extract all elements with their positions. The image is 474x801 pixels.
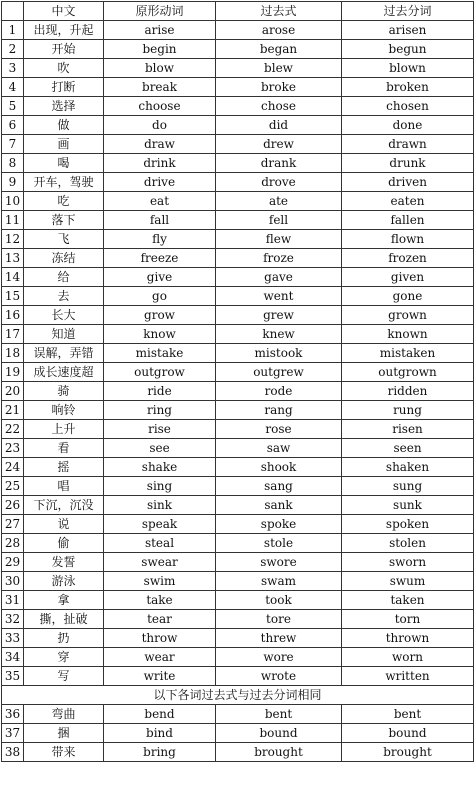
cell-number: 11 (2, 211, 24, 230)
cell-past-participle: written (342, 667, 474, 686)
cell-chinese: 摇 (24, 458, 104, 477)
cell-past-tense: outgrew (216, 363, 342, 382)
cell-base-form: ride (104, 382, 216, 401)
cell-past-participle: sworn (342, 553, 474, 572)
cell-number: 28 (2, 534, 24, 553)
cell-base-form: sing (104, 477, 216, 496)
cell-chinese: 给 (24, 268, 104, 287)
table-row (2, 572, 474, 591)
cell-past-tense: froze (216, 249, 342, 268)
cell-past-tense: drove (216, 173, 342, 192)
cell-past-tense: bound (216, 724, 342, 743)
verb-table-sheet (1, 1, 473, 762)
cell-number: 17 (2, 325, 24, 344)
cell-chinese: 偷 (24, 534, 104, 553)
table-row (2, 705, 474, 724)
cell-chinese: 游泳 (24, 572, 104, 591)
cell-chinese: 捆 (24, 724, 104, 743)
table-row (2, 173, 474, 192)
cell-chinese: 知道 (24, 325, 104, 344)
cell-past-participle: risen (342, 420, 474, 439)
cell-past-tense: rang (216, 401, 342, 420)
cell-chinese: 扔 (24, 629, 104, 648)
cell-past-tense: rose (216, 420, 342, 439)
table-body-main (2, 21, 474, 686)
table-row (2, 420, 474, 439)
cell-base-form: blow (104, 59, 216, 78)
cell-chinese: 冻结 (24, 249, 104, 268)
table-row (2, 154, 474, 173)
cell-past-tense: saw (216, 439, 342, 458)
cell-base-form: fall (104, 211, 216, 230)
cell-past-participle: stolen (342, 534, 474, 553)
header-chinese: 中文 (24, 2, 104, 21)
cell-past-tense: grew (216, 306, 342, 325)
cell-chinese: 吹 (24, 59, 104, 78)
cell-chinese: 成长速度超 (24, 363, 104, 382)
cell-chinese: 骑 (24, 382, 104, 401)
cell-chinese: 出现，升起 (24, 21, 104, 40)
table-row (2, 496, 474, 515)
cell-number: 6 (2, 116, 24, 135)
cell-past-participle: grown (342, 306, 474, 325)
cell-chinese: 开始 (24, 40, 104, 59)
cell-past-tense: took (216, 591, 342, 610)
table-row (2, 382, 474, 401)
cell-number: 4 (2, 78, 24, 97)
cell-past-participle: blown (342, 59, 474, 78)
irregular-verb-table (1, 1, 474, 762)
table-row (2, 363, 474, 382)
cell-past-tense: went (216, 287, 342, 306)
cell-base-form: drive (104, 173, 216, 192)
cell-past-participle: seen (342, 439, 474, 458)
cell-past-tense: threw (216, 629, 342, 648)
header-row (2, 2, 474, 21)
cell-base-form: go (104, 287, 216, 306)
header-base-form: 原形动词 (104, 2, 216, 21)
cell-base-form: bind (104, 724, 216, 743)
cell-base-form: tear (104, 610, 216, 629)
table-row (2, 97, 474, 116)
cell-base-form: rise (104, 420, 216, 439)
cell-chinese: 打断 (24, 78, 104, 97)
table-row (2, 458, 474, 477)
cell-number: 1 (2, 21, 24, 40)
cell-number: 37 (2, 724, 24, 743)
cell-past-participle: done (342, 116, 474, 135)
table-row (2, 401, 474, 420)
cell-number: 7 (2, 135, 24, 154)
cell-number: 18 (2, 344, 24, 363)
table-row (2, 325, 474, 344)
cell-number: 22 (2, 420, 24, 439)
header-past-participle: 过去分词 (342, 2, 474, 21)
cell-number: 16 (2, 306, 24, 325)
table-row (2, 78, 474, 97)
cell-past-participle: ridden (342, 382, 474, 401)
cell-chinese: 误解，弄错 (24, 344, 104, 363)
cell-past-participle: thrown (342, 629, 474, 648)
table-row (2, 268, 474, 287)
table-row (2, 116, 474, 135)
cell-number: 35 (2, 667, 24, 686)
cell-chinese: 穿 (24, 648, 104, 667)
cell-chinese: 响铃 (24, 401, 104, 420)
cell-past-tense: blew (216, 59, 342, 78)
cell-base-form: fly (104, 230, 216, 249)
header-number (2, 2, 24, 21)
table-row (2, 135, 474, 154)
cell-chinese: 选择 (24, 97, 104, 116)
cell-past-participle: arisen (342, 21, 474, 40)
cell-base-form: eat (104, 192, 216, 211)
cell-past-participle: known (342, 325, 474, 344)
table-row (2, 59, 474, 78)
cell-number: 14 (2, 268, 24, 287)
cell-number: 32 (2, 610, 24, 629)
cell-past-tense: swore (216, 553, 342, 572)
cell-past-tense: sank (216, 496, 342, 515)
cell-past-participle: bent (342, 705, 474, 724)
cell-past-participle: sunk (342, 496, 474, 515)
cell-past-participle: brought (342, 743, 474, 762)
cell-base-form: see (104, 439, 216, 458)
cell-base-form: give (104, 268, 216, 287)
cell-past-participle: drunk (342, 154, 474, 173)
cell-base-form: mistake (104, 344, 216, 363)
cell-past-tense: fell (216, 211, 342, 230)
table-row (2, 211, 474, 230)
cell-base-form: write (104, 667, 216, 686)
cell-base-form: freeze (104, 249, 216, 268)
cell-past-tense: drew (216, 135, 342, 154)
section-note: 以下各词过去式与过去分词相同 (2, 686, 474, 705)
table-row (2, 249, 474, 268)
cell-past-participle: broken (342, 78, 474, 97)
cell-past-participle: spoken (342, 515, 474, 534)
cell-past-tense: ate (216, 192, 342, 211)
cell-chinese: 去 (24, 287, 104, 306)
cell-base-form: sink (104, 496, 216, 515)
cell-base-form: choose (104, 97, 216, 116)
cell-past-tense: mistook (216, 344, 342, 363)
cell-chinese: 撕，扯破 (24, 610, 104, 629)
cell-past-participle: bound (342, 724, 474, 743)
cell-past-tense: spoke (216, 515, 342, 534)
cell-number: 36 (2, 705, 24, 724)
cell-base-form: draw (104, 135, 216, 154)
cell-past-tense: knew (216, 325, 342, 344)
cell-chinese: 画 (24, 135, 104, 154)
cell-past-participle: sung (342, 477, 474, 496)
table-row (2, 591, 474, 610)
cell-chinese: 说 (24, 515, 104, 534)
cell-past-participle: gone (342, 287, 474, 306)
cell-base-form: do (104, 116, 216, 135)
cell-base-form: arise (104, 21, 216, 40)
cell-number: 5 (2, 97, 24, 116)
table-row (2, 610, 474, 629)
cell-chinese: 看 (24, 439, 104, 458)
table-row (2, 344, 474, 363)
cell-past-participle: torn (342, 610, 474, 629)
table-row (2, 230, 474, 249)
table-row (2, 306, 474, 325)
table-row (2, 477, 474, 496)
cell-number: 15 (2, 287, 24, 306)
cell-base-form: drink (104, 154, 216, 173)
cell-number: 21 (2, 401, 24, 420)
cell-base-form: begin (104, 40, 216, 59)
cell-past-tense: arose (216, 21, 342, 40)
table-row (2, 724, 474, 743)
cell-past-participle: drawn (342, 135, 474, 154)
cell-past-participle: flown (342, 230, 474, 249)
cell-chinese: 开车，驾驶 (24, 173, 104, 192)
table-row (2, 648, 474, 667)
cell-past-participle: outgrown (342, 363, 474, 382)
cell-number: 20 (2, 382, 24, 401)
cell-number: 3 (2, 59, 24, 78)
cell-chinese: 弯曲 (24, 705, 104, 724)
cell-chinese: 带来 (24, 743, 104, 762)
table-row (2, 629, 474, 648)
cell-base-form: swim (104, 572, 216, 591)
cell-chinese: 下沉，沉没 (24, 496, 104, 515)
cell-past-participle: given (342, 268, 474, 287)
cell-chinese: 落下 (24, 211, 104, 230)
cell-past-tense: flew (216, 230, 342, 249)
header-past-tense: 过去式 (216, 2, 342, 21)
table-row (2, 743, 474, 762)
cell-chinese: 写 (24, 667, 104, 686)
cell-number: 9 (2, 173, 24, 192)
cell-base-form: grow (104, 306, 216, 325)
table-row (2, 534, 474, 553)
table-row (2, 553, 474, 572)
cell-past-tense: gave (216, 268, 342, 287)
cell-number: 25 (2, 477, 24, 496)
cell-base-form: know (104, 325, 216, 344)
cell-past-participle: swum (342, 572, 474, 591)
cell-base-form: break (104, 78, 216, 97)
table-row (2, 667, 474, 686)
cell-past-participle: eaten (342, 192, 474, 211)
cell-past-tense: rode (216, 382, 342, 401)
cell-number: 19 (2, 363, 24, 382)
cell-past-participle: rung (342, 401, 474, 420)
cell-number: 23 (2, 439, 24, 458)
cell-base-form: speak (104, 515, 216, 534)
cell-base-form: steal (104, 534, 216, 553)
table-row (2, 515, 474, 534)
cell-number: 33 (2, 629, 24, 648)
cell-past-participle: driven (342, 173, 474, 192)
cell-base-form: bring (104, 743, 216, 762)
cell-number: 31 (2, 591, 24, 610)
cell-base-form: swear (104, 553, 216, 572)
cell-past-tense: broke (216, 78, 342, 97)
cell-base-form: wear (104, 648, 216, 667)
cell-past-tense: bent (216, 705, 342, 724)
cell-past-tense: drank (216, 154, 342, 173)
cell-past-tense: brought (216, 743, 342, 762)
table-row (2, 21, 474, 40)
cell-number: 29 (2, 553, 24, 572)
cell-chinese: 做 (24, 116, 104, 135)
cell-number: 30 (2, 572, 24, 591)
section-note-row (2, 686, 474, 705)
cell-past-tense: tore (216, 610, 342, 629)
cell-past-tense: did (216, 116, 342, 135)
cell-number: 34 (2, 648, 24, 667)
cell-past-tense: shook (216, 458, 342, 477)
cell-chinese: 吃 (24, 192, 104, 211)
cell-chinese: 长大 (24, 306, 104, 325)
cell-past-participle: worn (342, 648, 474, 667)
cell-number: 26 (2, 496, 24, 515)
cell-number: 10 (2, 192, 24, 211)
cell-base-form: take (104, 591, 216, 610)
cell-past-participle: shaken (342, 458, 474, 477)
cell-past-tense: wrote (216, 667, 342, 686)
cell-past-tense: swam (216, 572, 342, 591)
cell-past-tense: wore (216, 648, 342, 667)
cell-past-participle: taken (342, 591, 474, 610)
cell-past-participle: fallen (342, 211, 474, 230)
cell-past-participle: mistaken (342, 344, 474, 363)
cell-base-form: shake (104, 458, 216, 477)
cell-chinese: 上升 (24, 420, 104, 439)
cell-number: 38 (2, 743, 24, 762)
cell-past-tense: sang (216, 477, 342, 496)
cell-chinese: 喝 (24, 154, 104, 173)
cell-number: 13 (2, 249, 24, 268)
table-row (2, 40, 474, 59)
cell-chinese: 发誓 (24, 553, 104, 572)
cell-number: 24 (2, 458, 24, 477)
cell-number: 8 (2, 154, 24, 173)
cell-base-form: ring (104, 401, 216, 420)
cell-chinese: 飞 (24, 230, 104, 249)
table-row (2, 439, 474, 458)
cell-past-participle: begun (342, 40, 474, 59)
cell-past-participle: frozen (342, 249, 474, 268)
cell-base-form: bend (104, 705, 216, 724)
cell-past-tense: chose (216, 97, 342, 116)
cell-number: 27 (2, 515, 24, 534)
cell-past-tense: began (216, 40, 342, 59)
table-row (2, 192, 474, 211)
cell-chinese: 唱 (24, 477, 104, 496)
cell-base-form: outgrow (104, 363, 216, 382)
table-row (2, 287, 474, 306)
table-body-same-forms (2, 705, 474, 762)
section-note-body (2, 686, 474, 705)
cell-base-form: throw (104, 629, 216, 648)
cell-number: 2 (2, 40, 24, 59)
cell-past-tense: stole (216, 534, 342, 553)
cell-number: 12 (2, 230, 24, 249)
cell-past-participle: chosen (342, 97, 474, 116)
cell-chinese: 拿 (24, 591, 104, 610)
